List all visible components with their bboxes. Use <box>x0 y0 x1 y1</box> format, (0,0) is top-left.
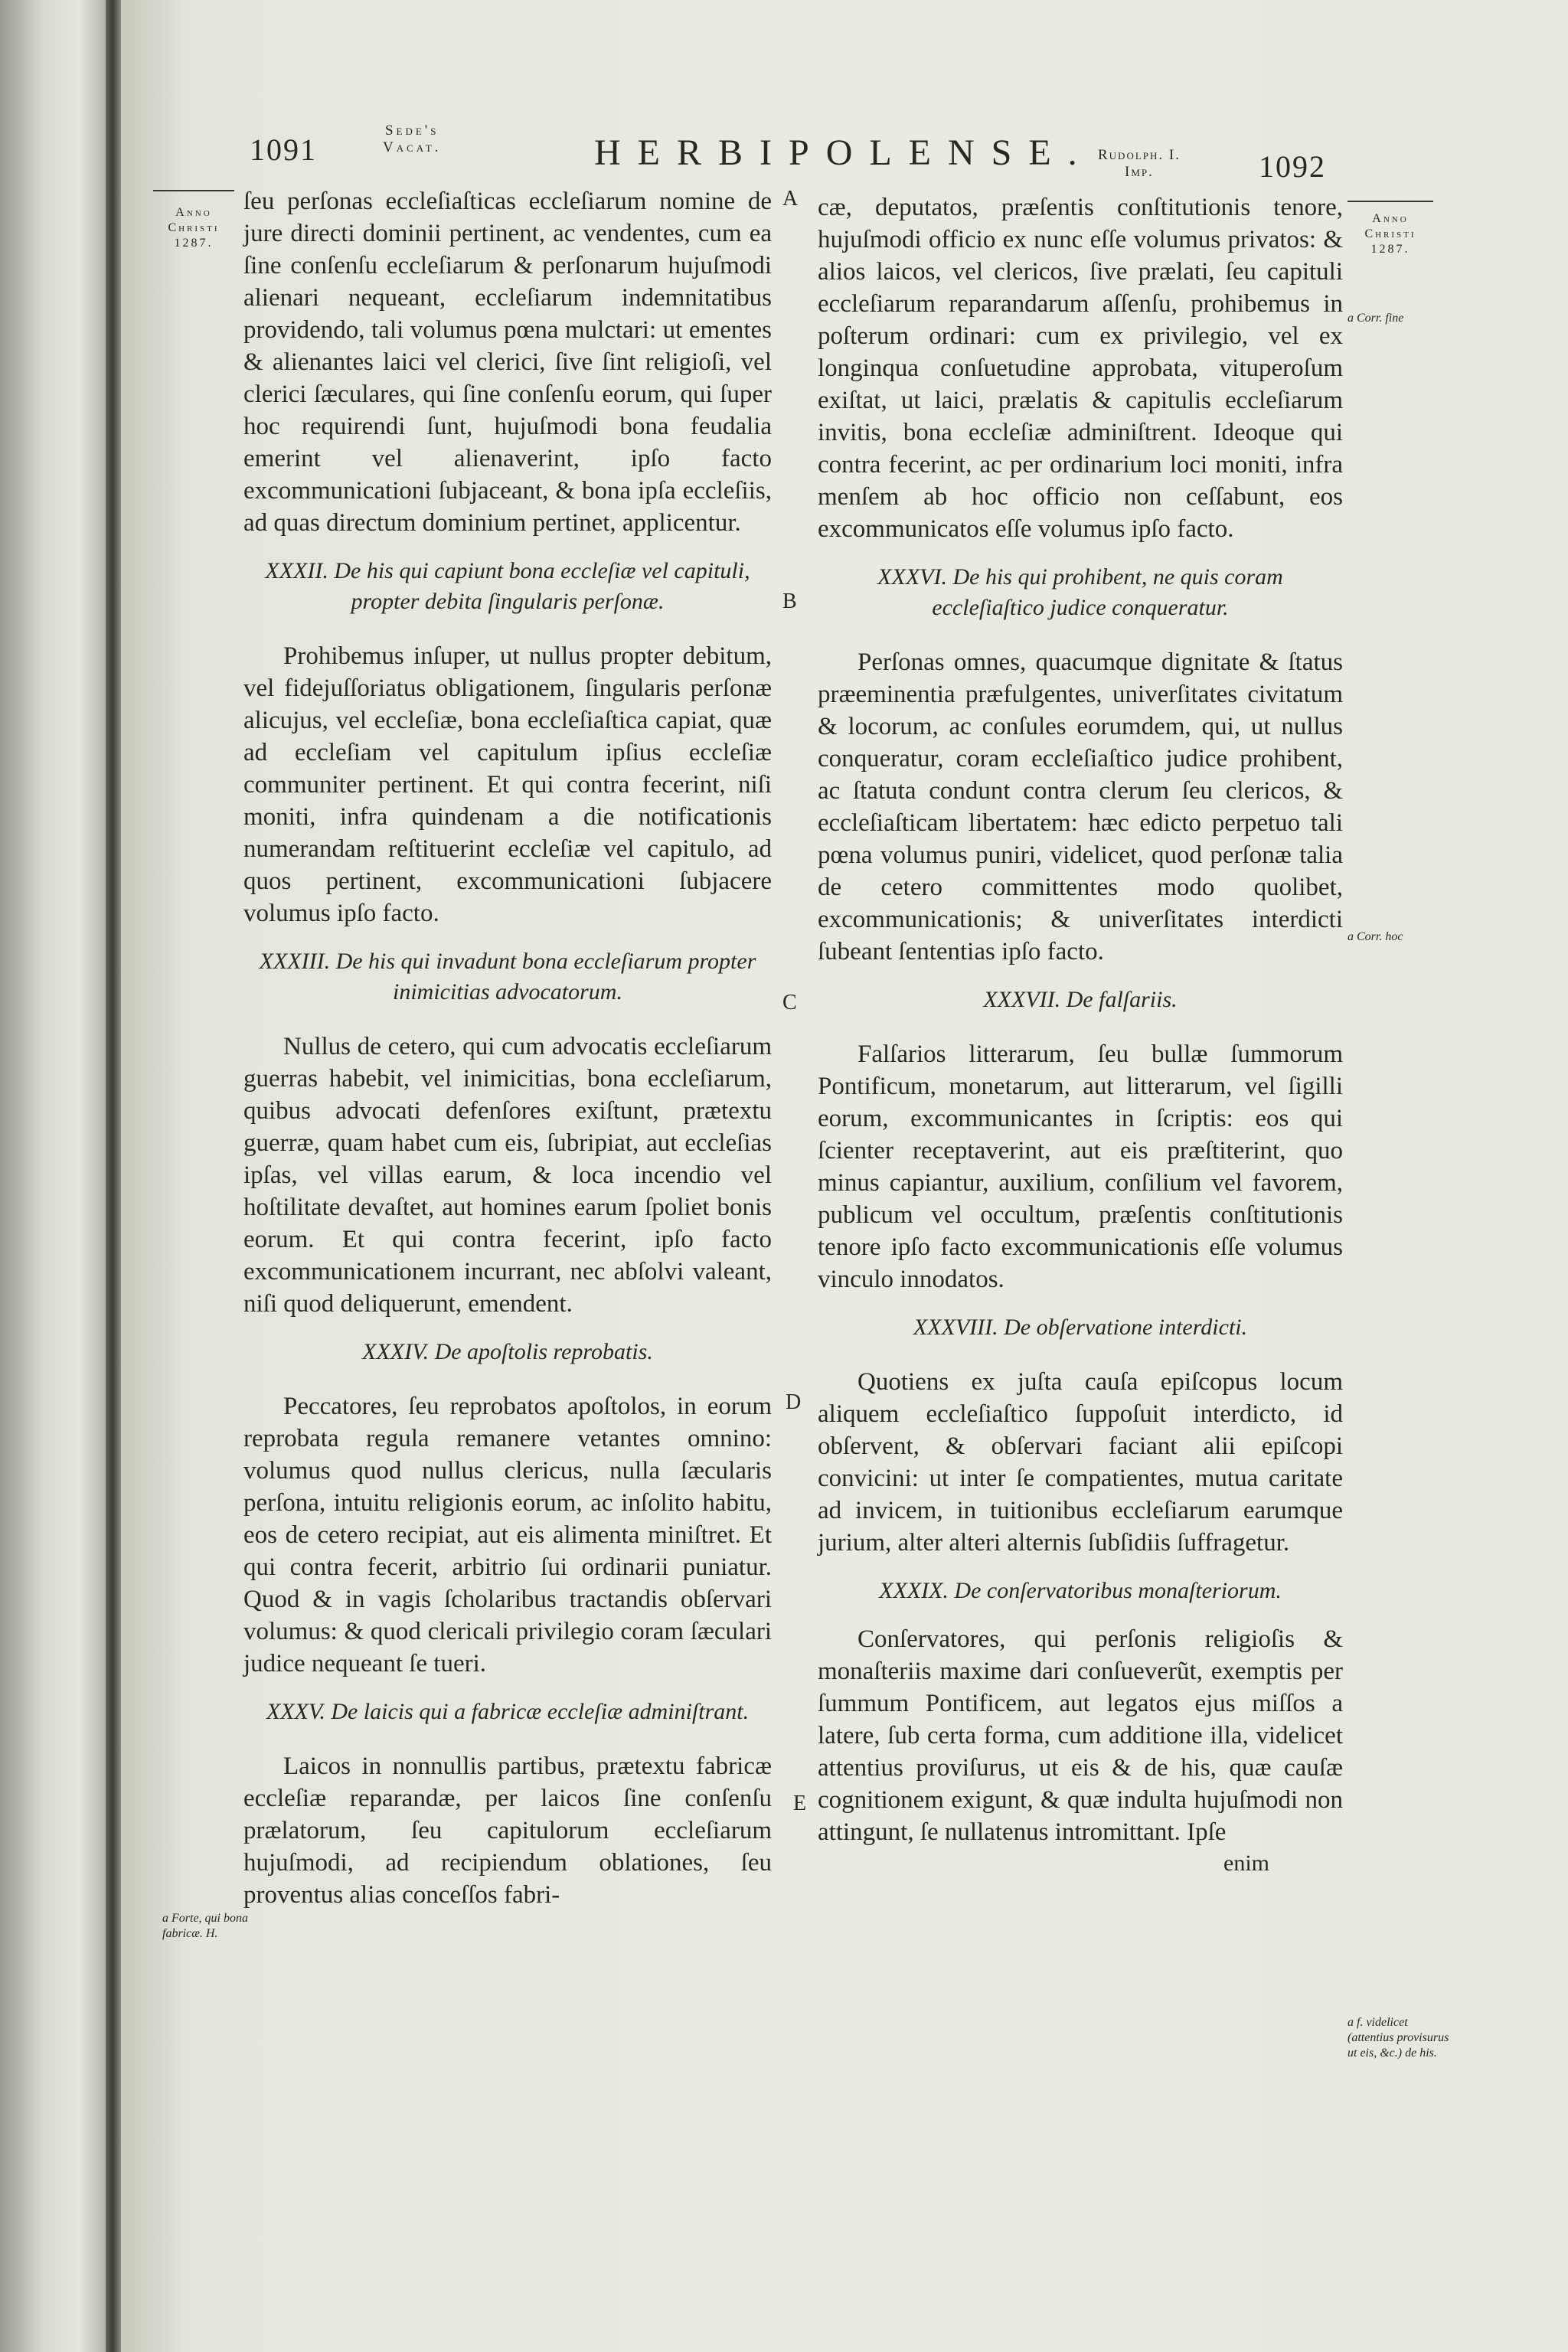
book-gutter <box>106 0 121 2352</box>
left-anno-line-3: 1287. <box>174 237 214 250</box>
right-opening-paragraph: cæ, deputatos, præſentis conſtitutionis tenore, hujuſmodi officio ex nunc eſſe volumus privatos: & alios laicos, vel clericos, ſive prælati, ſeu capituli eccleſiarum reparandarum aſſenſu, prohibemus in poſterum ordinari: cum ex privilegio, vel ex longinqua conſuetudine approbata, vituperoſum exiſtat, ut laici, prælatis & capitulis eccleſiarum invitis, bona eccleſiæ adminiſtrent. Ideoque qui contra fecerint, ac per ordinarium loci moniti, infra menſem ab hoc officio non ceſſabunt, eos excommunicatos eſſe volumus ipſo facto. <box>818 194 1343 543</box>
paragraph-xxxii: Prohibemus inſuper, ut nullus propter debitum, vel fidejuſſoriatus obligationem, ſingularis perſonæ alicujus, vel eccleſiæ, bona eccleſiaſtica capiat, quæ ad eccleſiam vel capitulum ipſius eccleſiæ communiter pertinent. Et qui contra fecerint, niſi moniti, infra quindenam a die notificationis numerandam reſtituerint eccleſiæ vel capitulo, ad quos pertinent, excommunicationi ſubjacere volumus ipſo facto. <box>243 642 772 927</box>
section-letter-a: A <box>782 187 799 211</box>
section-letter-d: D <box>786 1390 802 1414</box>
heading-xxxviii: XXXVIII. De obſervatione interdicti. <box>913 1315 1248 1340</box>
paragraph-xxxvi: Perſonas omnes, quacumque dignitate & ſtatus præeminentia præfulgentes, univerſitates civitatum & locorum, ac conſules eorumdem, qui, ut nullus conqueratur, coram eccleſiaſtico judice prohibent, ac ſtatuta condunt contra clerum ſeu clericos, & eccleſiaſticam libertatem: hæc edicto perpetuo tali pœna volumus puniri, videlicet, quod perſonæ talia de cetero committentes modo quolibet, excommunicationis; & univerſitates interdicti ſubeant ſententias ipſo facto. <box>818 648 1343 965</box>
left-anno-line-2: Christi <box>168 221 220 234</box>
right-margin-note-2: a Corr. hoc <box>1348 930 1403 943</box>
right-running-head-line-1: Rudolph. I. <box>1098 147 1181 163</box>
heading-xxxvi: XXXVI. De his qui prohibent, ne quis coram eccleſiaſtico judice conqueratur. <box>877 564 1283 620</box>
left-page-number: 1091 <box>250 132 317 167</box>
left-anno-line-1: Anno <box>175 206 212 219</box>
left-anno-rule <box>153 190 234 191</box>
left-anno-year <box>153 205 234 251</box>
paragraph-xxxix: Conſervatores, qui perſonis religioſis & monaſteriis maxime dari conſueverũt, exemptis per ſummum Pontificem, aut legatos ejus miſſos a latere, ſub certa forma, cum additione illa, videlicet attentius proviſurus, ut eis & de his, quæ cauſæ cognitionem exigunt, & quæ indulta hujuſmodi non attingunt, ſe nullatenus intromittant. Ipſe <box>818 1625 1343 1846</box>
left-running-head-line-1: Sede's <box>384 122 439 139</box>
paragraph-xxxiv: Peccatores, ſeu reprobatos apoſtolos, in eorum reprobata regula remanere vetantes omnino: volumus quod nullus clericus, nulla ſæcularis perſona, intuitu religionis eorum, ac inſolito habitu, eos de cetero recipiat, aut eis alimenta miniſtret. Et qui contra fecerit, arbitrio ſui ordinarii puniatur. Quod & in vagis ſcholaribus tractandis obſervari volumus: & quod clericali privilegio coram ſæculari judice nequeant ſe tueri. <box>243 1393 772 1677</box>
previous-page-edge <box>0 0 106 2352</box>
catchword: enim <box>1223 1851 1269 1876</box>
heading-xxxv: XXXV. De laicis qui a fabricæ eccleſiæ adminiſtrant. <box>266 1699 750 1724</box>
heading-xxxvii: XXXVII. De falſariis. <box>983 987 1178 1012</box>
paragraph-xxxv: Laicos in nonnullis partibus, prætextu fabricæ eccleſiæ reparandæ, per laicos ſine conſenſu prælatorum, ſeu capitulorum eccleſiarum hujuſmodi, ad recipiendum oblationes, ſeu proventus alias conceſſos fabri- <box>243 1753 772 1909</box>
heading-xxxiv: XXXIV. De apoſtolis reprobatis. <box>362 1339 653 1364</box>
heading-xxxii: XXXII. De his qui capiunt bona eccleſiæ vel capituli, propter debita ſingularis perſonæ. <box>265 558 750 614</box>
right-anno-rule <box>1348 201 1433 202</box>
right-anno-line-2: Christi <box>1364 227 1416 240</box>
right-margin-note-1: a Corr. fine <box>1348 312 1404 325</box>
right-running-head-line-2: Imp. <box>1125 164 1154 180</box>
right-anno-line-3: 1287. <box>1370 243 1410 256</box>
heading-xxxiii: XXXIII. De his qui invadunt bona eccleſiarum propter inimicitias advocatorum. <box>259 949 756 1004</box>
right-anno-year <box>1348 211 1433 257</box>
right-text-column <box>818 191 1343 1879</box>
heading-xxxix: XXXIX. De conſervatoribus monaſteriorum. <box>879 1578 1282 1603</box>
left-running-head <box>383 122 441 156</box>
right-running-head <box>1098 147 1181 181</box>
paragraph-xxxviii: Quotiens ex juſta cauſa epiſcopus locum aliquem eccleſiaſtico ſuppoſuit interdicto, id obſervent, & obſervari faciant alii epiſcopi convicini: ut inter ſe compatientes, mutua caritate ad invicem, in tuitionibus eccleſiarum earumque jurium, alter alteri alternis ſubſidiis ſuffragetur. <box>818 1368 1343 1557</box>
page-title: HERBIPOLENSE. <box>594 132 1094 173</box>
left-text-column <box>243 185 772 1911</box>
section-letter-e: E <box>793 1792 807 1815</box>
left-opening-paragraph: ſeu perſonas eccleſiaſticas eccleſiarum nomine de jure directi dominii pertinent, ac vendentes, cum ea ſine conſenſu eccleſiarum & perſonarum hujuſmodi alienari nequeant, eccleſiarum indemnitatibus providendo, tali volumus pœna mulctari: ut ementes & alienantes laici vel clerici, ſive ſint religioſi, vel clerici ſæculares, qui ſine conſenſu eorum, qui ſuper hoc requirendi ſunt, hujuſmodi bona feudalia emerint vel alienaverint, ipſo facto excommunicationi ſubjaceant, & bona ipſa eccleſiis, ad quas directum dominium pertinet, applicentur. <box>243 188 772 537</box>
right-margin-note-3: a f. videlicet (attentius provisurus ut eis, &c.) de his. <box>1348 2016 1449 2060</box>
right-anno-line-1: Anno <box>1372 212 1409 225</box>
right-page-number: 1092 <box>1259 149 1326 184</box>
section-letter-b: B <box>782 590 797 613</box>
left-margin-note: a Forte, qui bona fabricæ. H. <box>162 1912 248 1940</box>
section-letter-c: C <box>782 991 797 1014</box>
paragraph-xxxiii: Nullus de cetero, qui cum advocatis eccleſiarum guerras habebit, vel inimicitias, bona eccleſiarum, quibus advocati defenſores exiſtunt, prætextu guerræ, quam habet cum eis, ſubripiat, aut eccleſias ipſas, vel villas earum, & loca incendio vel hoſtilitate devaſtet, aut homines earum ſpoliet bonis eorum. Et qui contra fecerint, ipſo facto excommunicationem incurrant, nec abſolvi valeant, niſi quod deliquerunt, emendent. <box>243 1033 772 1318</box>
paragraph-xxxvii: Falſarios litterarum, ſeu bullæ ſummorum Pontificum, monetarum, aut litterarum, vel ſigilli eorum, excommunicantes in ſcriptis: eos qui ſcienter receptaverint, aut eis præſtiterint, quo minus capiantur, auxilium, conſilium vel favorem, publicum vel occultum, præſentis conſtitutionis tenore ipſo facto excommunicationis eſſe volumus vinculo innodatos. <box>818 1040 1343 1293</box>
left-running-head-line-2: Vacat. <box>383 139 442 155</box>
